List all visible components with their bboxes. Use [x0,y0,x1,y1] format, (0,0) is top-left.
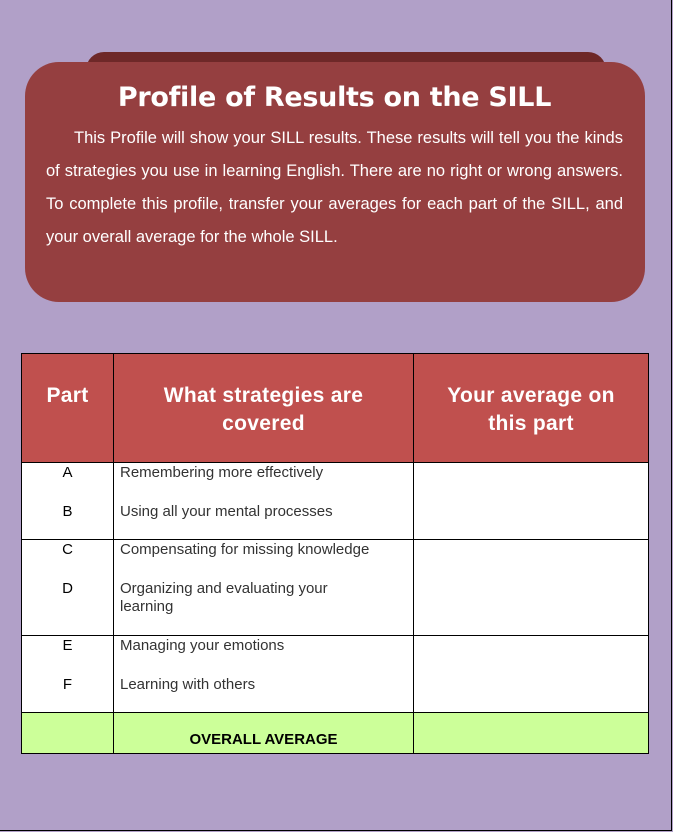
table-row [22,463,649,540]
part-label: E [62,637,73,654]
results-table [21,353,649,754]
table-row [22,636,649,713]
page-title: Profile of Results on the SILL [117,82,552,113]
average-input-cell[interactable] [414,540,649,636]
overall-average-label: OVERALL AVERAGE [189,731,338,748]
header-part: Part [22,354,114,463]
strategy-label: Organizing and evaluating your learning [120,580,328,615]
overall-average-input-cell[interactable] [414,713,649,754]
strategy-cell [114,636,414,713]
part-label: B [62,503,73,520]
part-label: F [62,676,73,693]
strategy-cell [114,463,414,540]
overall-label-cell [114,713,414,754]
overall-row [22,713,649,754]
part-label: D [62,580,73,597]
strategy-label: Learning with others [120,676,256,693]
part-cell [22,540,114,636]
overall-part-cell [22,713,114,754]
strategy-label: Using all your mental processes [120,503,333,520]
intro-text: This Profile will show your SILL results. These results will tell you the kinds of strategies you use in learning English. There are no right or wrong answers. To complete this profile, transfer your averages for each part of the SILL, and your overall average for the whole SILL. [46,129,623,246]
part-cell [22,463,114,540]
part-label: A [62,464,73,481]
header-strategies: What strategies are covered [114,354,414,463]
average-input-cell[interactable] [414,463,649,540]
part-cell [22,636,114,713]
header-average: Your average on this part [414,354,649,463]
intro-banner [25,62,645,302]
table-row [22,540,649,636]
strategy-label: Compensating for missing knowledge [120,541,370,558]
strategy-label: Managing your emotions [120,637,285,654]
strategy-label: Remembering more effectively [120,464,324,481]
part-label: C [62,541,73,558]
strategy-cell [114,540,414,636]
header-row [22,354,649,463]
average-input-cell[interactable] [414,636,649,713]
